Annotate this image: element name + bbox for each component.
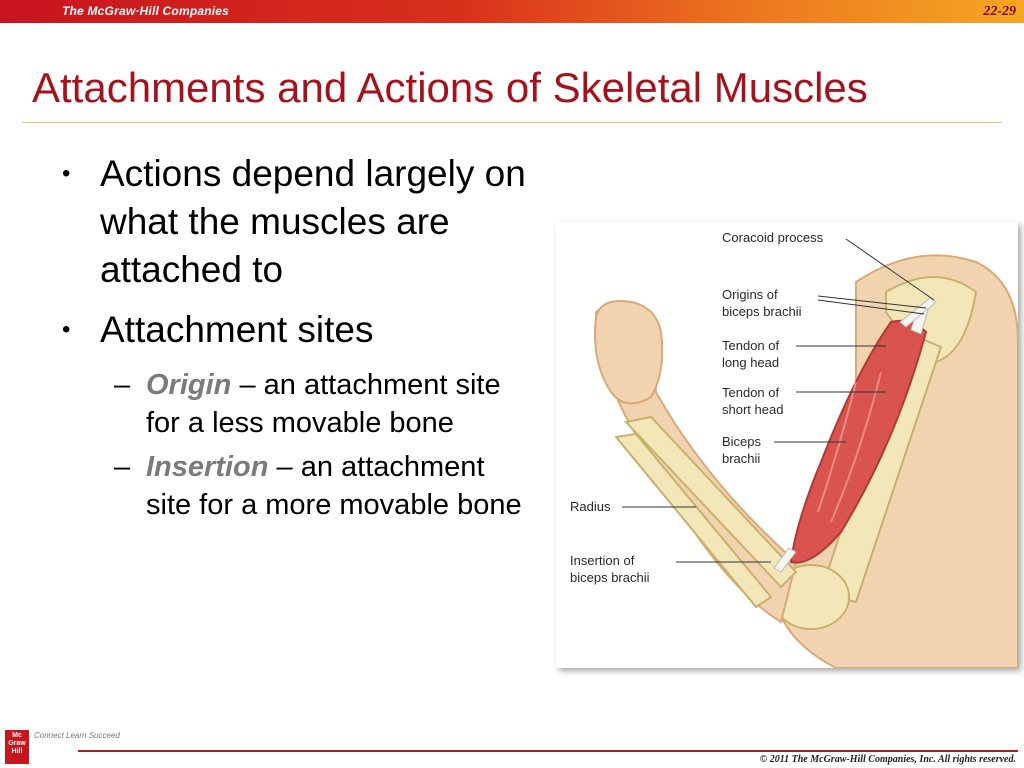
title-divider [22,122,1002,123]
copyright-notice: © 2011 The McGraw-Hill Companies, Inc. All rights reserved. [759,754,1016,765]
bullet-item [62,306,532,354]
label-insertion-line1: Insertion of [570,553,635,568]
sub-bullet-text: – an attachment site for a less movable bone [146,369,501,439]
header-bar [0,0,1024,23]
term-insertion: Insertion [146,451,269,483]
tagline: Connect Learn Succeed [34,731,120,740]
sub-bullet-item [62,448,532,524]
sub-bullet-text: – an attachment site for a more movable bone [146,451,522,521]
arm-anatomy-figure [556,222,1018,668]
label-insertion-line2: biceps brachii [570,570,650,585]
bullet-icon: • [62,316,71,343]
label-origins-line2: biceps brachii [722,304,802,319]
bullet-text: Attachment sites [100,309,374,350]
slide-number: 22-29 [983,4,1016,19]
mcgraw-hill-logo: Mc Graw Hill [5,730,29,764]
label-origins-line1: Origins of [722,287,778,302]
footer-divider [78,750,1018,752]
label-coracoid-process: Coracoid process [722,230,824,245]
brand-logo-text: The McGraw·Hill Companies [62,4,230,18]
arm-illustration [556,222,1018,668]
term-origin: Origin [146,369,232,401]
slide-title: Attachments and Actions of Skeletal Muscles [32,64,868,111]
label-radius: Radius [570,499,611,514]
label-tendon-short-line2: short head [722,402,784,417]
label-biceps-line2: brachii [722,451,761,466]
bullet-icon: • [62,160,71,187]
bullet-list [62,150,532,530]
label-tendon-long-line2: long head [722,355,780,370]
label-tendon-long-line1: Tendon of [722,338,780,353]
dash-icon: – [114,369,131,401]
bullet-item [62,150,532,294]
dash-icon: – [114,451,131,483]
label-biceps-line1: Biceps [722,434,762,449]
sub-bullet-item [62,366,532,442]
label-tendon-short-line1: Tendon of [722,385,780,400]
bullet-text: Actions depend largely on what the muscles are attached to [100,153,526,290]
